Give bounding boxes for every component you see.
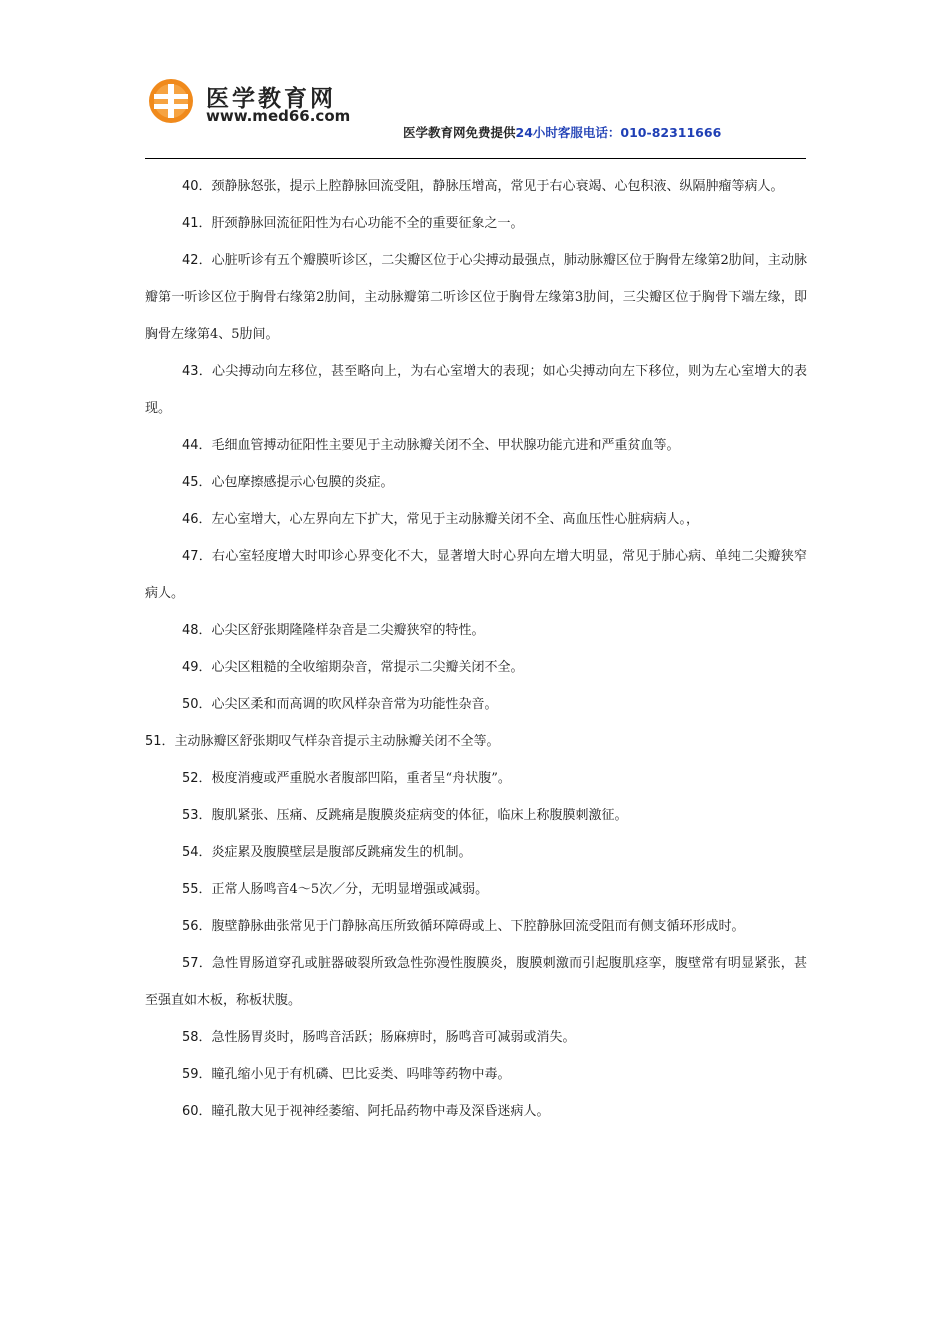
item-number: 59．	[182, 1067, 212, 1082]
item-number: 53．	[182, 808, 212, 823]
list-item	[145, 908, 807, 945]
list-item	[145, 797, 807, 834]
item-text: 颈静脉怒张，提示上腔静脉回流受阻，静脉压增高，常见于右心衰竭、心包积液、纵隔肿瘤等病人。	[211, 179, 784, 194]
item-number: 40．	[182, 179, 212, 194]
list-item	[145, 1093, 807, 1130]
list-item	[145, 242, 807, 353]
item-text: 主动脉瓣区舒张期叹气样杂音提示主动脉瓣关闭不全等。	[174, 734, 500, 749]
item-text: 瞳孔缩小见于有机磷、巴比妥类、吗啡等药物中毒。	[211, 1067, 511, 1082]
item-text: 急性胃肠道穿孔或脏器破裂所致急性弥漫性腹膜炎，腹膜刺激而引起腹肌痉挛，腹壁常有明显紧张，甚至强直如木板，称板状腹。	[145, 956, 807, 1008]
item-number: 51．	[145, 734, 175, 749]
item-text: 左心室增大，心左界向左下扩大，常见于主动脉瓣关闭不全、高血压性心脏病病人。，	[211, 512, 700, 527]
item-text: 急性肠胃炎时，肠鸣音活跃；肠麻痹时，肠鸣音可减弱或消失。	[211, 1030, 576, 1045]
list-item	[145, 1056, 807, 1093]
item-number: 55．	[182, 882, 212, 897]
list-item	[145, 834, 807, 871]
item-number: 58．	[182, 1030, 212, 1045]
list-item	[145, 945, 807, 1019]
item-text: 腹肌紧张、压痛、反跳痛是腹膜炎症病变的体征，临床上称腹膜刺激征。	[211, 808, 628, 823]
item-text: 心尖区粗糙的全收缩期杂音，常提示二尖瓣关闭不全。	[211, 660, 524, 675]
item-text: 正常人肠鸣音4～5次／分，无明显增强或减弱。	[211, 882, 489, 897]
item-number: 42．	[182, 253, 212, 268]
list-item	[145, 501, 807, 538]
list-item	[145, 871, 807, 908]
item-text: 肝颈静脉回流征阳性为右心功能不全的重要征象之一。	[211, 216, 524, 231]
header-divider	[145, 158, 806, 159]
list-item	[145, 538, 807, 612]
service-notice	[403, 123, 721, 141]
logo-chinese-name: 医学教育网	[206, 86, 336, 112]
item-text: 毛细血管搏动征阳性主要见于主动脉瓣关闭不全、甲状腺功能亢进和严重贫血等。	[211, 438, 680, 453]
item-number: 44．	[182, 438, 212, 453]
item-text: 心尖区柔和而高调的吹风样杂音常为功能性杂音。	[211, 697, 498, 712]
item-number: 60．	[182, 1104, 212, 1119]
item-number: 45．	[182, 475, 212, 490]
item-text: 极度消瘦或严重脱水者腹部凹陷，重者呈“舟状腹”。	[211, 771, 511, 786]
list-item	[145, 760, 807, 797]
page-header	[0, 0, 950, 160]
item-number: 49．	[182, 660, 212, 675]
item-number: 41．	[182, 216, 212, 231]
item-number: 57．	[182, 956, 212, 971]
item-text: 心尖区舒张期隆隆样杂音是二尖瓣狭窄的特性。	[211, 623, 485, 638]
item-number: 56．	[182, 919, 212, 934]
item-text: 心脏听诊有五个瓣膜听诊区，二尖瓣区位于心尖搏动最强点，肺动脉瓣区位于胸骨左缘第2肋间，主动脉瓣第一听诊区位于胸骨右缘第2肋间，主动脉瓣第二听诊区位于胸骨左缘第3肋间，三尖瓣区位于胸骨下端左缘，即胸骨左缘第4、5肋间。	[145, 253, 807, 342]
item-text: 心包摩擦感提示心包膜的炎症。	[211, 475, 394, 490]
list-item	[145, 464, 807, 501]
list-item	[145, 612, 807, 649]
item-text: 瞳孔散大见于视神经萎缩、阿托品药物中毒及深昏迷病人。	[211, 1104, 550, 1119]
item-number: 46．	[182, 512, 212, 527]
item-number: 43．	[182, 364, 212, 379]
list-item	[145, 1019, 807, 1056]
service-hotline: 24小时客服电话：010-82311666	[515, 125, 722, 140]
item-number: 50．	[182, 697, 212, 712]
med66-logo-icon	[148, 78, 194, 124]
list-item	[145, 649, 807, 686]
list-item	[145, 353, 807, 427]
list-item	[145, 168, 807, 205]
document-body	[145, 168, 807, 1130]
item-text: 炎症累及腹膜壁层是腹部反跳痛发生的机制。	[211, 845, 472, 860]
site-logo[interactable]	[148, 78, 368, 128]
list-item	[145, 723, 807, 760]
item-text: 右心室轻度增大时叩诊心界变化不大，显著增大时心界向左增大明显，常见于肺心病、单纯二尖瓣狭窄病人。	[145, 549, 807, 601]
item-number: 48．	[182, 623, 212, 638]
item-number: 47．	[182, 549, 212, 564]
list-item	[145, 427, 807, 464]
item-number: 52．	[182, 771, 212, 786]
logo-url: www.med66.com	[206, 107, 351, 125]
item-number: 54．	[182, 845, 212, 860]
item-text: 心尖搏动向左移位，甚至略向上，为右心室增大的表现；如心尖搏动向左下移位，则为左心室增大的表现。	[145, 364, 807, 416]
list-item	[145, 686, 807, 723]
list-item	[145, 205, 807, 242]
service-prefix: 医学教育网免费提供	[403, 125, 516, 140]
item-text: 腹壁静脉曲张常见于门静脉高压所致循环障碍或上、下腔静脉回流受阻而有侧支循环形成时。	[211, 919, 745, 934]
